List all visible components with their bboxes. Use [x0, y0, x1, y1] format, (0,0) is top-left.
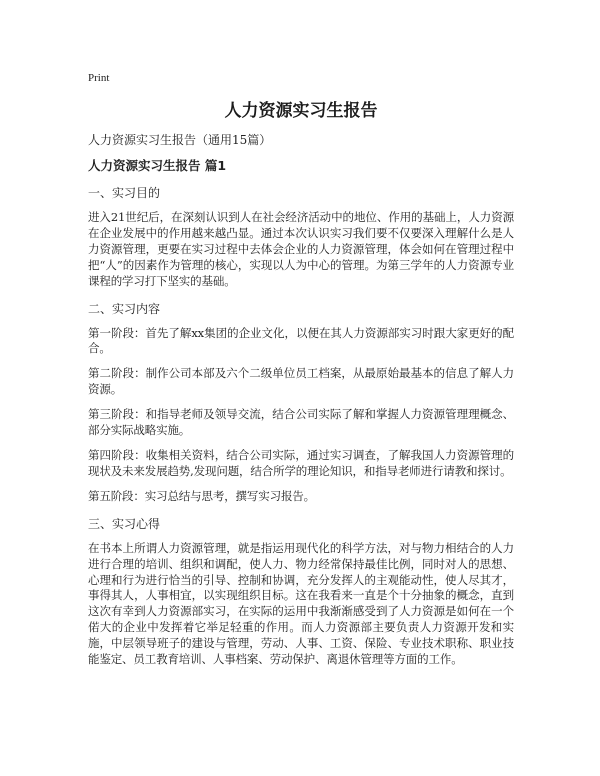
print-label: Print [88, 72, 110, 84]
section-title: 人力资源实习生报告 篇1 [88, 158, 227, 173]
paragraph-goal: 进入21世纪后，在深刻认识到人在社会经济活动中的地位、作用的基础上，人力资源在企业发展中的作用越来越凸显。通过本次认识实习我们要不仅要深入理解什么是人力资源管理，更要在实习过程中去体会企业的人力资源管理，体会如何在管理过程中把“人”的因素作为管理的核心，实现以人为中心的管理。为第三学年的人力资源专业课程的学习打下坚实的基础。 [88, 210, 514, 288]
paragraph-stage-1: 第一阶段：首先了解xx集团的企业文化，以便在其人力资源部实习时跟大家更好的配合。 [88, 325, 514, 356]
paragraph-experience: 在书本上所谓人力资源管理，就是指运用现代化的科学方法，对与物力相结合的人力进行合理的培训、组织和调配，使人力、物力经常保持最佳比例，同时对人的思想、心理和行为进行恰当的引导、控制和协调，充分发挥人的主观能动性，使人尽其才，事得其人，人事相宜，以实现组织目标。这在我看来一直是个十分抽象的概念，直到这次有幸到人力资源部实习，在实际的运用中我渐渐感受到了人力资源是如何在一个偌大的企业中发挥着它举足轻重的作用。而人力资源部主要负责人力资源开发和实施，中层领导班子的建设与管理，劳动、人事、工资、保险、专业技术职称、职业技能鉴定、员工教育培训、人事档案、劳动保护、离退休管理等方面的工作。 [88, 540, 514, 667]
heading-goal: 一、实习目的 [88, 186, 161, 200]
paragraph-stage-5: 第五阶段：实习总结与思考，撰写实习报告。 [88, 488, 315, 503]
paragraph-stage-3: 第三阶段：和指导老师及领导交流，结合公司实际了解和掌握人力资源管理理概念、部分实际战略实施。 [88, 407, 514, 438]
paragraph-stage-4: 第四阶段：收集相关资料，结合公司实际，通过实习调查，了解我国人力资源管理的现状及未来发展趋势,发现问题，结合所学的理论知识，和指导老师进行请教和探讨。 [88, 447, 514, 478]
paragraph-stage-2: 第二阶段：制作公司本部及六个二级单位员工档案，从最原始最基本的信息了解人力资源。 [88, 366, 514, 397]
heading-experience: 三、实习心得 [88, 516, 161, 531]
document-title: 人力资源实习生报告 [224, 101, 378, 121]
document-subtitle: 人力资源实习生报告（通用15篇） [88, 133, 272, 147]
heading-content: 二、实习内容 [88, 301, 161, 316]
